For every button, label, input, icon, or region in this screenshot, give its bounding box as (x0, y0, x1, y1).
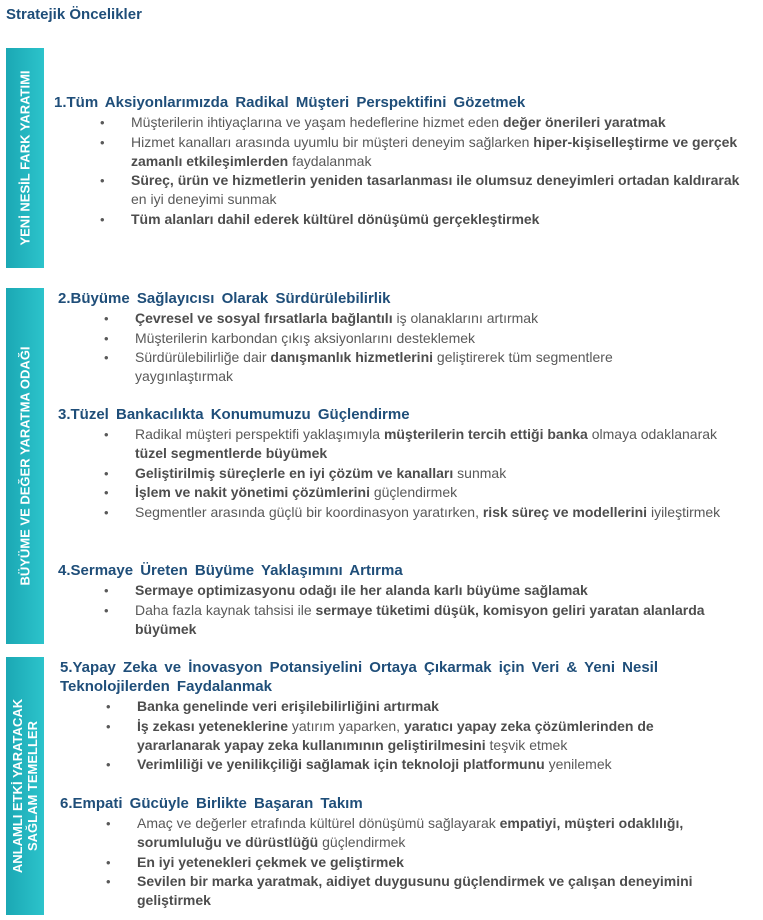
text: Müşterilerin ihtiyaçlarına ve yaşam hedeflerine hizmet eden (131, 114, 503, 130)
text: en iyi deneyimi sunmak (131, 191, 277, 207)
bold-text: tüzel segmentlerde büyümek (135, 445, 328, 461)
band-yeni-nesil (6, 48, 44, 268)
bullet-list (104, 581, 725, 639)
bullet-item (106, 697, 717, 716)
bullet-dot: • (106, 854, 111, 870)
bullet-list (104, 309, 705, 387)
text: sunmak (453, 464, 507, 481)
text: güçlendirmek (369, 484, 458, 500)
bold-text: sermaye tüketimi düşük, komisyon geliri yaratan alanlarda büyümek (135, 601, 705, 637)
text: iş olanaklarını artırmak (392, 310, 539, 326)
text: Amaç ve değerler etrafında kültürel dönüşümü sağlayarak (137, 815, 500, 831)
bullet-dot: • (100, 115, 105, 130)
bold-text: değer önerileri yaratmak (502, 114, 666, 130)
bold-text: danışmanlık hizmetlerini (270, 349, 434, 365)
text: iyileştirmek (647, 503, 721, 520)
bold-text: Geliştirilmiş süreçlerle en iyi çözüm ve kanalları (135, 464, 454, 481)
bullet-item (100, 171, 756, 209)
band-label-line: YENİ NESİL FARK YARATIMI (17, 70, 33, 246)
bullet-item (104, 329, 705, 348)
bullet-dot: • (100, 211, 105, 227)
band-label-line: BÜYÜME VE DEĞER YARATMA ODAĞI (17, 346, 33, 586)
bold-text: Tüm alanları dahil ederek kültürel dönüşümü gerçekleştirmek (131, 210, 540, 227)
bullet-item (104, 425, 725, 463)
bullet-item (106, 717, 717, 755)
bullet-dot: • (104, 427, 109, 442)
band-buyume (6, 288, 44, 644)
bullet-list (104, 425, 725, 522)
text: teşvik etmek (485, 736, 568, 753)
page-title: Stratejik Öncelikler (6, 6, 142, 23)
bullet-item (104, 503, 725, 522)
bullet-item (104, 601, 725, 639)
bullet-dot: • (100, 173, 105, 188)
bold-text: İş zekası yeteneklerine (137, 717, 288, 734)
bullet-item (106, 755, 717, 774)
bullet-list (106, 814, 759, 911)
bullet-item (100, 113, 756, 132)
bullet-dot: • (106, 699, 111, 714)
bold-text: Sermaye optimizasyonu odağı ile her alanda karlı büyüme sağlamak (135, 582, 588, 598)
bullet-dot: • (106, 874, 111, 889)
text: Radikal müşteri perspektifi yaklaşımıyla (135, 426, 384, 442)
band-label-line: ANLAMLI ETKİ YARATACAK (10, 698, 25, 874)
text: geliştirerek tüm segmentlere yaygınlaştırmak (135, 349, 613, 384)
bold-text: Banka genelinde veri erişilebilirliğini artırmak (137, 698, 439, 714)
band-temeller (6, 657, 44, 915)
bold-text: Verimliliği ve yenilikçiliği sağlamak için teknoloji platformunu (137, 756, 545, 772)
text: Müşterilerin karbondan çıkış aksiyonlarını desteklemek (135, 329, 476, 346)
bold-text: İşlem ve nakit yönetimi çözümlerini (135, 484, 370, 500)
bold-text: yaratıcı yapay zeka çözümlerinden de yararlanarak yapay zeka kullanımının geliştirilmesini (137, 717, 654, 753)
bold-text: Çevresel ve sosyal fırsatlarla bağlantılı (135, 310, 393, 326)
section-title: 5.Yapay Zeka ve İnovasyon Potansiyelini Ortaya Çıkarmak için Veri & Yeni Nesil Teknolojilerden Faydalanmak (60, 659, 659, 695)
bullet-list (106, 697, 717, 775)
bullet-dot: • (106, 718, 111, 734)
bullet-item (104, 581, 725, 600)
text: Sürdürülebilirliğe dair (135, 349, 271, 365)
section-title: 6.Empati Gücüyle Birlikte Başaran Takım (60, 795, 363, 812)
section-title: 4.Sermaye Üreten Büyüme Yaklaşımını Artırma (58, 562, 403, 579)
text: Segmentler arasında güçlü bir koordinasyon yaratırken, (135, 503, 483, 520)
bullet-item (104, 309, 705, 328)
bullet-dot: • (104, 602, 109, 618)
bullet-dot: • (104, 330, 109, 346)
band-label (18, 346, 33, 585)
bullet-dot: • (104, 485, 109, 500)
bullet-item (106, 814, 759, 852)
bullet-item (106, 853, 759, 872)
band-label (18, 70, 33, 245)
bullet-item (106, 872, 759, 910)
bullet-dot: • (106, 816, 111, 831)
bold-text: En iyi yetenekleri çekmek ve geliştirmek (137, 853, 404, 870)
bullet-dot: • (104, 311, 109, 326)
band-label-line: SAĞLAM TEMELLER (25, 721, 40, 852)
section-title: 3.Tüzel Bankacılıkta Konumumuzu Güçlendirme (58, 406, 410, 423)
bold-text: müşterilerin tercih ettiği banka (383, 426, 588, 442)
text: güçlendirmek (318, 834, 406, 850)
text: Hizmet kanalları arasında uyumlu bir müşteri deneyim sağlarken (131, 133, 534, 150)
bold-text: risk süreç ve modellerini (482, 503, 648, 520)
bold-text: Sevilen bir marka yaratmak, aidiyet duygusunu güçlendirmek ve çalışan deneyimini geliştirmek (137, 873, 693, 908)
section-title: 2.Büyüme Sağlayıcısı Olarak Sürdürülebilirlik (58, 290, 391, 307)
bold-text: empatiyi, müşteri odaklılığı, sorumluluğu ve dürüstlüğü (137, 815, 684, 850)
bullet-item (104, 464, 725, 483)
bullet-dot: • (104, 350, 109, 365)
bullet-item (100, 133, 756, 171)
text: yatırım yaparken, (288, 717, 404, 734)
section-title: 1.Tüm Aksiyonlarımızda Radikal Müşteri Perspektifini Gözetmek (54, 94, 526, 111)
bullet-item (100, 210, 756, 229)
bullet-list (100, 113, 756, 229)
bold-text: Süreç, ürün ve hizmetlerin yeniden tasarlanması ile olumsuz deneyimleri ortadan kaldırarak (131, 172, 740, 188)
text: yenilemek (544, 756, 612, 772)
band-label (10, 699, 40, 873)
bullet-dot: • (104, 465, 109, 481)
bullet-dot: • (100, 134, 105, 150)
bullet-dot: • (104, 504, 109, 520)
bullet-item (104, 483, 725, 502)
text: faydalanmak (288, 152, 372, 169)
bullet-dot: • (106, 757, 111, 772)
bold-text: hiper-kişiselleştirme ve gerçek zamanlı etkileşimlerden (131, 133, 738, 169)
bullet-dot: • (104, 583, 109, 598)
text: olmaya odaklanarak (587, 426, 718, 442)
text: Daha fazla kaynak tahsisi ile (135, 601, 316, 618)
bullet-item (104, 348, 705, 386)
